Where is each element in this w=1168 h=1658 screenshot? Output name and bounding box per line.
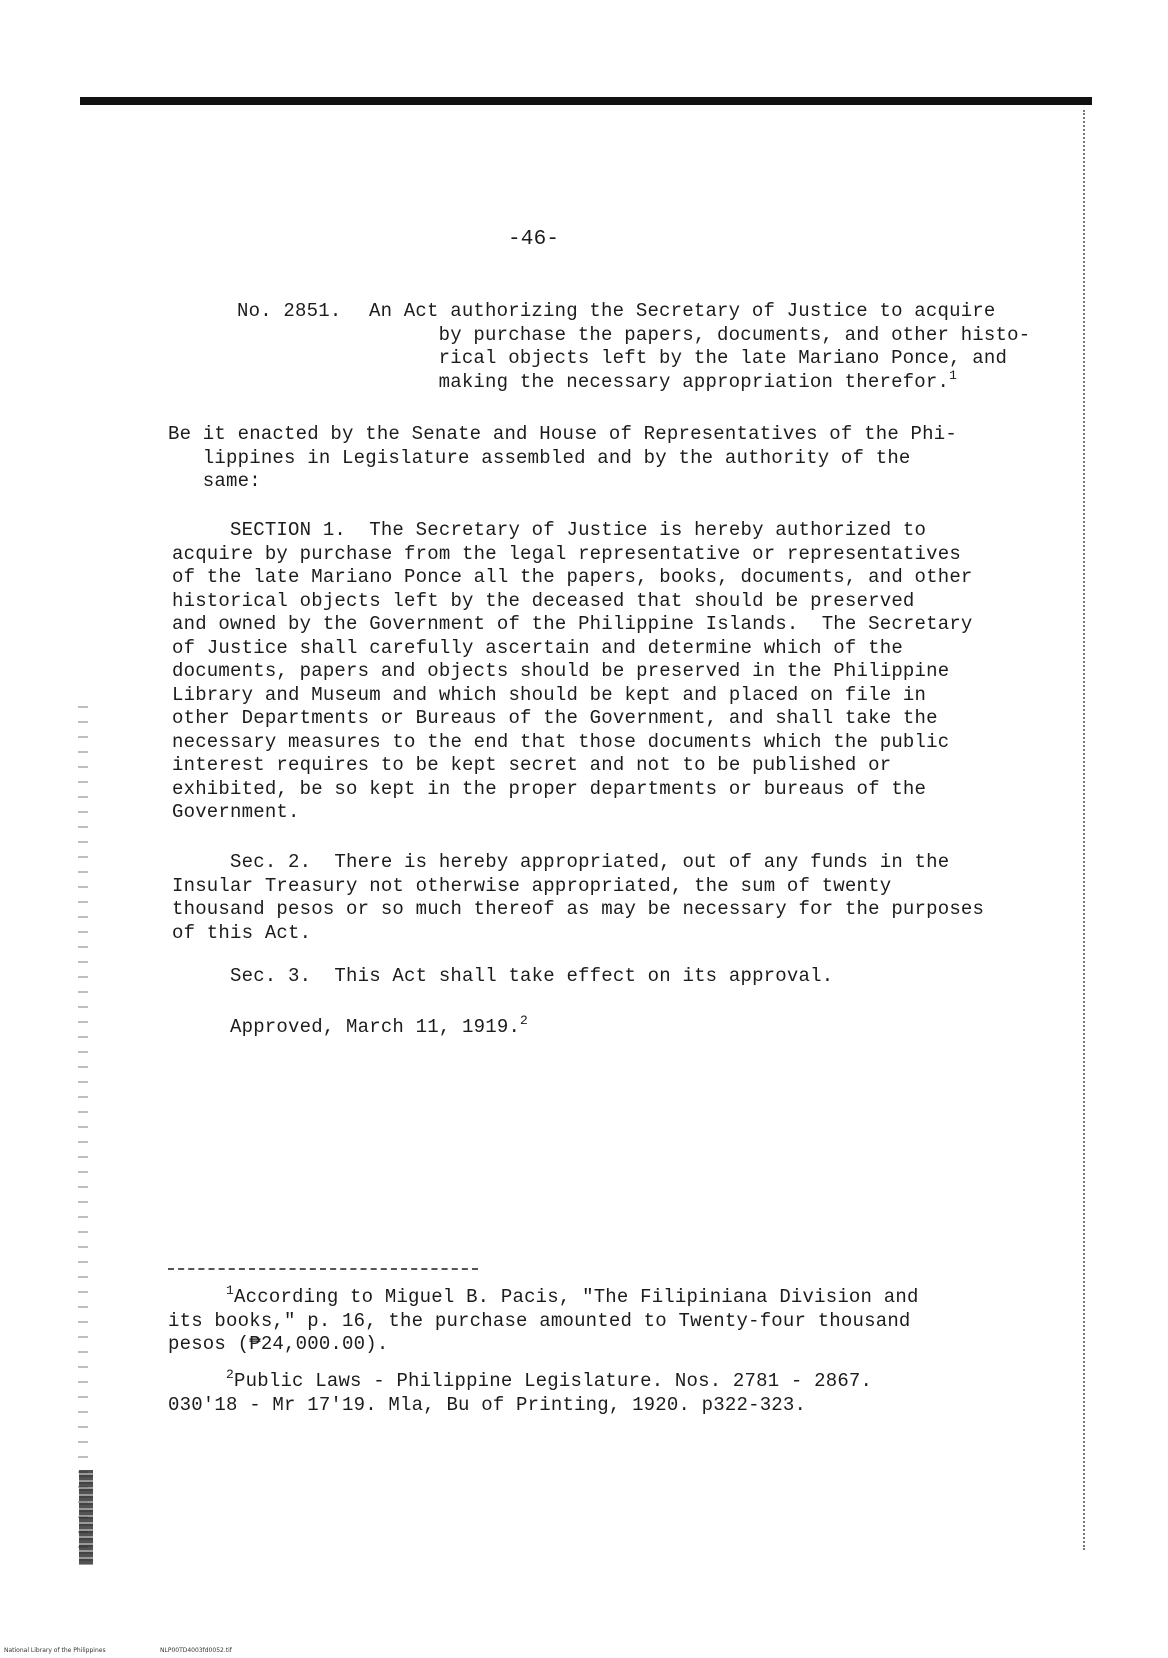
footnote-1-text: According to Miguel B. Pacis, "The Filipiniana Division and its books," p. 16, the purchase amounted to Twenty-four thousand pesos (₱24,000.00). [168, 1286, 919, 1355]
footnote-2 [168, 1367, 873, 1417]
scan-edge-right [1083, 110, 1086, 1550]
act-number: No. 2851. [237, 300, 342, 322]
approval-date [230, 1013, 529, 1040]
scan-edge-left [78, 700, 88, 1560]
section-2: Sec. 2. There is hereby appropriated, out of any funds in the Insular Treasury not otherwise appropriated, the sum of twenty thousand pesos or so much thereof as may be necessary for the purposes of this Act. [172, 851, 985, 944]
footnote-1-mark: 1 [226, 1283, 235, 1298]
page-number: -46- [508, 228, 560, 251]
footer-library: National Library of the Philippines [4, 1647, 106, 1654]
approval-text: Approved, March 11, 1919. [230, 1016, 521, 1038]
enacting-clause: Be it enacted by the Senate and House of Representatives of the Phi- lippines in Legislature assembled and by the authority of the same: [168, 423, 957, 492]
footnote-2-mark: 2 [226, 1367, 235, 1382]
act-title-line-1: An Act authorizing the Secretary of Justice to acquire [369, 300, 996, 322]
act-title-line-3: rical objects left by the late Mariano Ponce, and [369, 347, 1008, 369]
section-1: SECTION 1. The Secretary of Justice is hereby authorized to acquire by purchase from the legal representative or representatives of the late Mariano Ponce all the papers, books, documents, and other historical objects left by the deceased that should be preserved and owned by the Government of the Philippine Islands. The Secretary of Justice shall carefully ascertain and determine which of the documents, papers and objects should be preserved in the Philippine Library and Museum and which should be kept and placed on file in other Departments or Bureaus of the Government, and shall take the necessary measures to the end that those documents which the public interest requires to be kept secret and not to be published or exhibited, be so kept in the proper departments or bureaus of the Government. [172, 519, 973, 823]
footnote-2-text: Public Laws - Philippine Legislature. Nos. 2781 - 2867. 030'18 - Mr 17'19. Mla, Bu of Printing, 1920. p322-323. [168, 1370, 873, 1416]
footnote-marker-1: 1 [949, 367, 958, 383]
act-title-line-4: making the necessary appropriation therefor. [369, 370, 950, 393]
top-rule [80, 97, 1092, 105]
section-3: Sec. 3. This Act shall take effect on its approval. [230, 965, 834, 987]
act-title-line-2: by purchase the papers, documents, and other histo- [369, 323, 1031, 346]
act-title [369, 300, 1030, 394]
footnote-rule [168, 1268, 478, 1270]
footnote-1 [168, 1283, 919, 1357]
scan-edge-left-dark [79, 1470, 93, 1565]
footer-file-code: NLP00TD4003fd0052.tif [160, 1647, 232, 1654]
footnote-marker-2: 2 [520, 1013, 529, 1028]
